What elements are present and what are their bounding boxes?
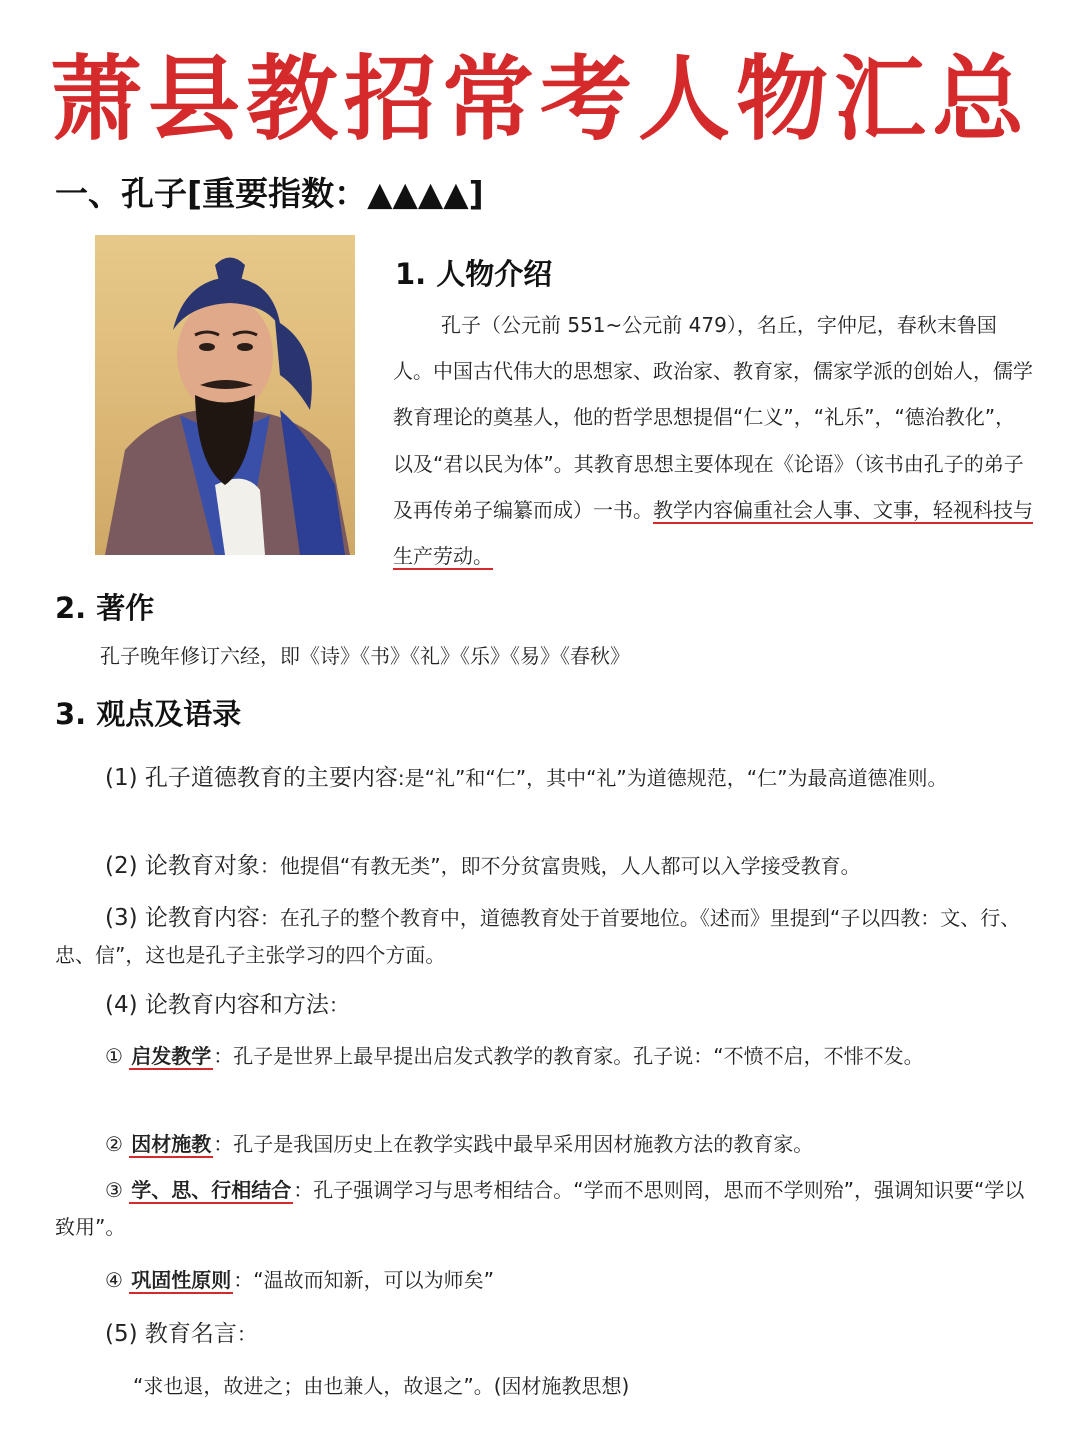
section-heading: 一、孔子[重要指数：▲▲▲▲] [55,174,484,213]
method-item-2: ② 因材施教 ：孔子是我国历史上在教学实践中最早采用因材施教方法的教育家。 [105,1132,814,1156]
method-term: 因材施教 [131,1132,212,1156]
view-paragraph-5: (5) 教育名言： [105,1321,257,1347]
method-item-3: ③ 学、思、行相结合 ：孔子强调学习与思考相结合。“学而不思则罔，思而不学则殆”，强调知识要“学以致用”。 [55,1178,1025,1239]
works-heading: 2. 著作 [55,591,155,625]
quote-line: “求也退，故进之；由也兼人，故退之”。(因材施教思想) [133,1374,630,1398]
works-text: 孔子晚年修订六经，即《诗》《书》《礼》《乐》《易》《春秋》 [100,644,630,668]
method-term: 巩固性原则 [131,1268,232,1292]
method-term: 学、思、行相结合 [131,1178,292,1202]
views-heading: 3. 观点及语录 [55,697,242,731]
view-paragraph-1: (1) 孔子道德教育的主要内容:是“礼”和“仁”，其中“礼”为道德规范，“仁”为最高道德准则。 [105,765,948,791]
page-title: 萧县教招常考人物汇总 [49,46,1030,153]
portrait-image [95,235,355,555]
intro-paragraph [393,302,1033,579]
confucius-portrait-icon [95,235,355,555]
view-paragraph-3: (3) 论教育内容：在孔子的整个教育中，道德教育处于首要地位。《述而》里提到“子以四教：文、行、忠、信”，这也是孔子主张学习的四个方面。 [55,905,1021,967]
intro-underlined-text: 教学内容偏重社会人事、文事，轻视科技与生产劳动。 [393,497,1033,569]
view-paragraph-2: (2) 论教育对象：他提倡“有教无类”，即不分贫富贵贱，人人都可以入学接受教育。 [105,853,861,879]
method-item-1: ① 启发教学 ：孔子是世界上最早提出启发式教学的教育家。孔子说：“不愤不启，不悱不发。 [105,1044,924,1068]
method-item-4: ④ 巩固性原则 ：“温故而知新，可以为师矣” [105,1268,495,1292]
intro-heading: 1. 人物介绍 [395,257,553,291]
method-term: 启发教学 [131,1044,212,1068]
intro-text: 孔子（公元前 551~公元前 479），名丘，字仲尼，春秋末鲁国人。中国古代伟大的思想家、政治家、教育家，儒家学派的创始人，儒学教育理论的奠基人，他的哲学思想提倡“仁义”，“礼乐”，“德治教化”，以及“君以民为体”。其教育思想主要体现在《论语》（该书由孔子的弟子及再传弟子编纂而成）一书。 [393,313,1033,522]
view-paragraph-4: (4) 论教育内容和方法： [105,992,349,1018]
